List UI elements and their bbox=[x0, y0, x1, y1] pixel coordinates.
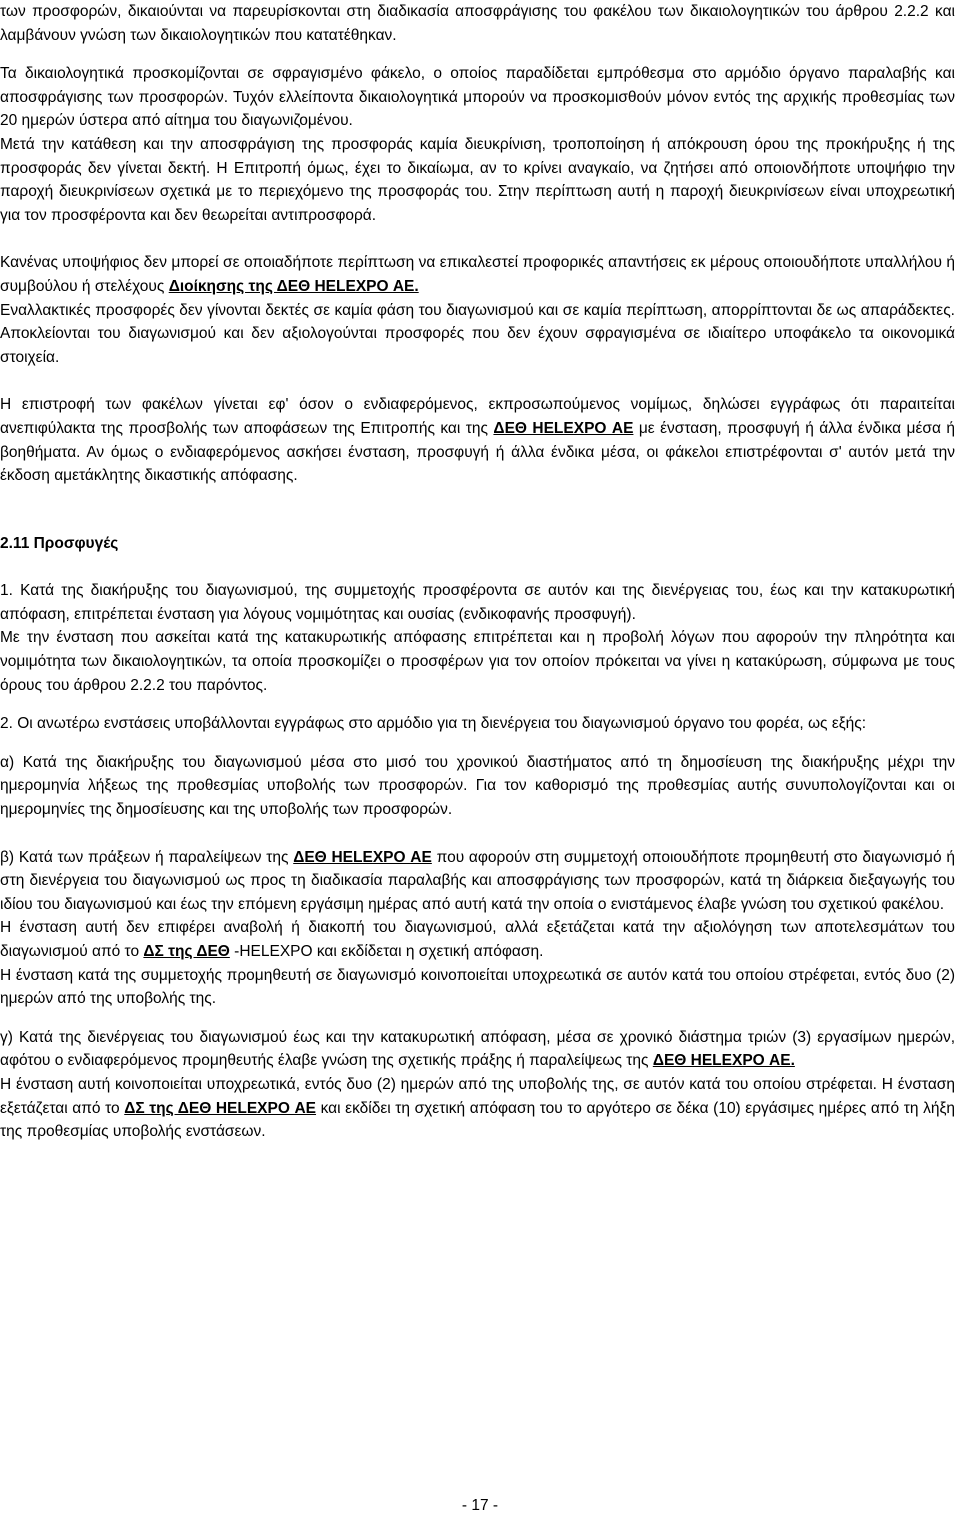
paragraph-item-c-text: γ) Κατά της διενέργειας του διαγωνισμού έως και την κατακυρωτική απόφαση, μέσα σε χρονικό διάστημα τριών (3) εργασίμων ημερών, αφότου ο ενδιαφερόμενος προμηθευτής έλαβε γνώση της σχετικής πράξης ή παραλείψεως της bbox=[0, 1028, 955, 1070]
paragraph-no-suspension-rest: -HELEXPO και εκδίδεται η σχετική απόφαση. bbox=[229, 943, 544, 960]
paragraph-oral-answers-text: Κανένας υποψήφιος δεν μπορεί σε οποιαδήποτε περίπτωση να επικαλεστεί προφορικές απαντήσεις εκ μέρους οποιουδήποτε υπαλλήλου ή συμβούλου ή στελέχους bbox=[0, 254, 955, 295]
paragraph-item-b bbox=[0, 846, 955, 917]
page-number: - 17 - bbox=[461, 1497, 499, 1514]
paragraph-envelope-return-rest: με ένσταση, προσφυγή ή άλλα ένδικα μέσα ή βοηθήματα. Αν όμως ο ενδιαφερόμενος ασκήσει ένσταση, προσφυγή ή άλλα ένδικα μέσα, οι φάκελοι επιστρέφονται σ' αυτόν μετά την έκδοση αμετάκλητης δικαστικής απόφασης. bbox=[0, 419, 955, 485]
paragraph-envelope-return-text: Η επιστροφή των φακέλων γίνεται εφ' όσον ο ενδιαφερόμενος, εκπροσωπούμενος νομίμως, δηλώσει εγγράφως ότι παραιτείται ανεπιφύλακτα της προσβολής των αποφάσεων της Επιτροπής και της bbox=[0, 396, 955, 437]
paragraph-no-suspension bbox=[0, 916, 955, 963]
paragraph-item-b-text: β) Κατά των πράξεων ή παραλείψεων της bbox=[0, 848, 294, 866]
paragraph-alternative-offers: Εναλλακτικές προσφορές δεν γίνονται δεκτές σε καμία φάση του διαγωνισμού και σε καμία περίπτωση, απορρίπτονται δε ως απαράδεκτες. Αποκλείονται του διαγωνισμού και δεν αξιολογούνται προσφορές που δεν έχουν σφραγισμένα σε ιδιαίτερο υποφάκελο τα οικονομικά στοιχεία. bbox=[0, 301, 955, 366]
paragraph-item-a: α) Κατά της διακήρυξης του διαγωνισμού μέσα στο μισό του χρονικού διαστήματος από τη δημοσίευση της διακήρυξης μέχρι την ημερομηνία λήξεως της προθεσμίας υποβολής των προσφορών. Για τον καθορισμό της προθεσμίας αυτής συνυπολογίζονται και οι ημερομηνίες της δημοσίευσης και της υποβολής των προσφορών. bbox=[0, 753, 955, 819]
management-reference: Διοίκησης της ΔΕΘ HELEXPO ΑΕ. bbox=[168, 277, 419, 295]
paragraph-item-c bbox=[0, 1026, 955, 1073]
organization-reference: ΔΕΘ HELEXPO ΑΕ. bbox=[652, 1052, 795, 1070]
paragraph-board-decision-rest: και εκδίδει τη σχετική απόφαση του το αργότερο σε δέκα (10) εργάσιμες ημέρες από τη λήξη της προθεσμίας υποβολής ενστάσεων. bbox=[0, 1099, 956, 1141]
paragraph-bidders-attendance: των προσφορών, δικαιούνται να παρευρίσκονται στη διαδικασία αποσφράγισης του φακέλου των δικαιολογητικών του άρθρου 2.2.2 και λαμβάνουν γνώση των δικαιολογητικών που κατατέθηκαν. bbox=[0, 3, 955, 44]
paragraph-board-decision bbox=[0, 1073, 955, 1144]
section-heading: 2.11 Προσφυγές bbox=[0, 534, 119, 552]
paragraph-objection-scope: 1. Κατά της διακήρυξης του διαγωνισμού, της συμμετοχής προσφέροντα σε αυτόν και της διενέργειας του, έως και την κατακυρωτική απόφαση, επιτρέπεται ένσταση για λόγους νομιμότητας και ουσίας (ενδικοφανής προσφυγή). bbox=[0, 582, 955, 623]
organization-reference: ΔΕΘ HELEXPO ΑΕ bbox=[493, 419, 634, 437]
paragraph-item-b-rest: που αφορούν στη συμμετοχή οποιουδήποτε προμηθευτή στο διαγωνισμό ή στη διενέργεια του διαγωνισμού ως προς τη διαδικασία παραλαβής και αποσφράγισης των προσφορών, κατά τη διάρκεια διεξαγωγής του ιδίου του διαγωνισμού και έως την επόμενη εργάσιμη ημέρας από αυτή κατά την οποία ο ενιστάμενος έλαβε γνώση του σχετικού φακέλου. bbox=[0, 848, 955, 913]
paragraph-award-objection: Με την ένσταση που ασκείται κατά της κατακυρωτικής απόφασης επιτρέπεται και η προβολή λόγων που αφορούν την πληρότητα και νομιμότητα των δικαιολογητικών, τα οποία προσκομίζει ο προσφέρων για τον οποίον πρόκειται να γίνει η κατακύρωση, σύμφωνα με τους όρους του άρθρου 2.2.2 του παρόντος. bbox=[0, 629, 955, 694]
paragraph-notification: Η ένσταση κατά της συμμετοχής προμηθευτή σε διαγωνισμό κοινοποιείται υποχρεωτικά σε αυτόν κατά του οποίου στρέφεται, εντός δυο (2) ημερών από της υποβολής της. bbox=[0, 966, 955, 1008]
paragraph-oral-answers bbox=[0, 251, 955, 298]
board-reference: ΔΣ της ΔΕΘ HELEXPO ΑΕ bbox=[124, 1099, 317, 1117]
board-reference: ΔΣ της ΔΕΘ bbox=[143, 943, 230, 960]
paragraph-board-decision-text: Η ένσταση αυτή κοινοποιείται υποχρεωτικά, εντός δυο (2) ημερών από της υποβολής της, σε αυτόν κατά του οποίου στρέφεται. Η ένσταση εξετάζεται από το bbox=[0, 1075, 955, 1117]
paragraph-documents-envelope: Τα δικαιολογητικά προσκομίζονται σε σφραγισμένο φάκελο, ο οποίος παραδίδεται εμπρόθεσμα στο αρμόδιο όργανο παραλαβής και αποσφράγισης των προσφορών. Τυχόν ελλείποντα δικαιολογητικά μπορούν να προσκομισθούν μόνον εντός της αρχικής προθεσμίας των 20 ημερών ύστερα από αίτημα του διαγωνιζομένου. bbox=[0, 65, 955, 130]
organization-reference: ΔΕΘ HELEXPO ΑΕ bbox=[293, 848, 432, 866]
paragraph-clarifications: Μετά την κατάθεση και την αποσφράγιση της προσφοράς καμία διευκρίνιση, τροποποίηση ή απόκρουση όρου της προκήρυξης ή της προσφοράς δεν γίνεται δεκτή. Η Επιτροπή όμως, έχει το δικαίωμα, αν το κρίνει αναγκαίο, να ζητήσει από οποιονδήποτε υποψήφιο την παροχή διευκρινίσεων σχετικά με το περιεχόμενο της προσφοράς του. Στην περίπτωση αυτή η παροχή διευκρινίσεων είναι υποχρεωτική για τον προσφέροντα και δεν θεωρείται αντιπροσφορά. bbox=[0, 135, 955, 224]
paragraph-no-suspension-text: Η ένσταση αυτή δεν επιφέρει αναβολή ή διακοπή του διαγωνισμού, αλλά εξετάζεται κατά την αξιολόγηση των αποτελεσμάτων του διαγωνισμού από το bbox=[0, 919, 955, 960]
paragraph-envelope-return bbox=[0, 393, 955, 487]
paragraph-objection-submission: 2. Οι ανωτέρω ενστάσεις υποβάλλονται εγγράφως στο αρμόδιο για τη διενέργεια του διαγωνισμού όργανο του φορέα, ως εξής: bbox=[0, 715, 867, 733]
